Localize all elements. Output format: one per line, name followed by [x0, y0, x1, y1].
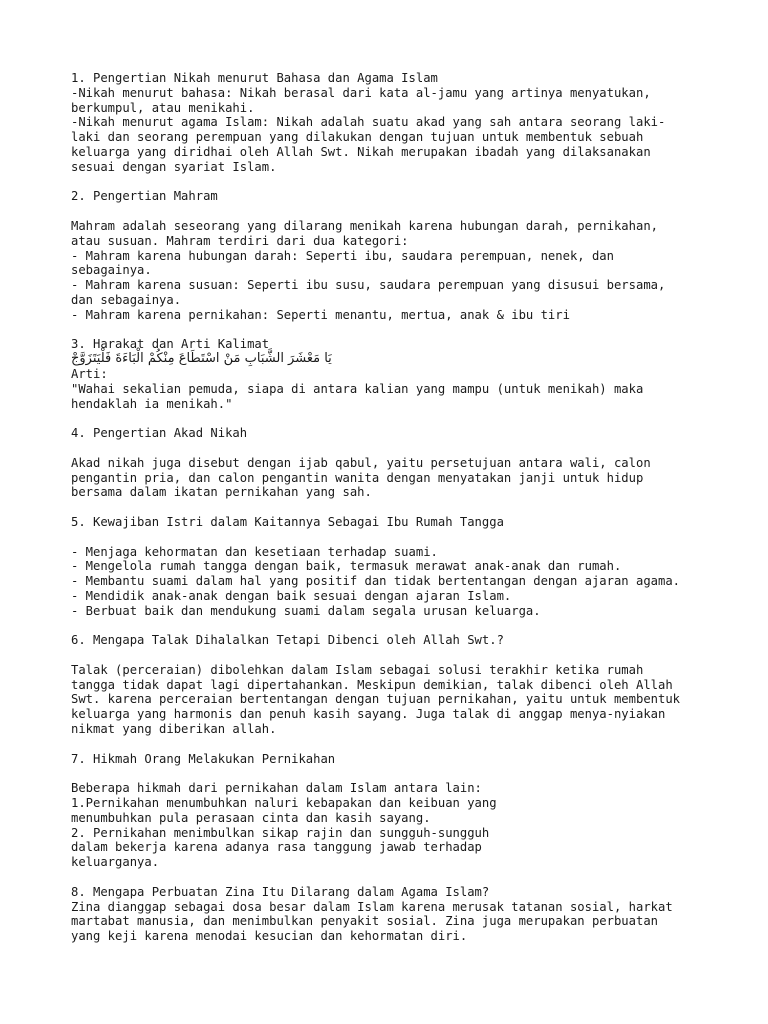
- text-line: menumbuhkan pula perasaan cinta dan kasih sayang.: [71, 810, 431, 825]
- blank-line: [71, 766, 731, 781]
- text-line: يَا مَعْشَرَ الشَّبَابِ مَنْ اسْتَطَاعَ مِنْكُمْ الْبَاءَةَ فَلْيَتَزَوَّجْ: [71, 351, 332, 367]
- text-line: Beberapa hikmah dari pernikahan dalam Islam antara lain:: [71, 781, 482, 796]
- text-line: 8. Mengapa Perbuatan Zina Itu Dilarang dalam Agama Islam?: [71, 884, 490, 899]
- text-line: Arti:: [71, 366, 108, 381]
- blank-line: [71, 618, 731, 633]
- text-line: dalam bekerja karena adanya rasa tanggung jawab terhadap: [71, 840, 482, 855]
- text-line: atau susuan. Mahram terdiri dari dua kategori:: [71, 233, 409, 248]
- text-line: 3. Harakat dan Arti Kalimat: [71, 337, 270, 352]
- text-line: 1.Pernikahan menumbuhkan naluri kebapakan dan keibuan yang: [71, 796, 497, 811]
- text-line: bersama dalam ikatan pernikahan yang sah.: [71, 485, 372, 500]
- text-line: dan sebagainya.: [71, 292, 182, 307]
- text-line: - Membantu suami dalam hal yang positif dan tidak bertentangan dengan ajaran agama.: [71, 574, 681, 589]
- text-line: keluarga yang harmonis dan penuh kasih sayang. Juga talak di anggap menya-nyiakan: [71, 707, 666, 722]
- text-line: - Berbuat baik dan mendukung suami dalam segala urusan keluarga.: [71, 603, 541, 618]
- text-line: - Mahram karena susuan: Seperti ibu susu, saudara perempuan yang disusui bersama,: [71, 278, 666, 293]
- text-line: nikmat yang diberikan allah.: [71, 722, 277, 737]
- text-line: berkumpul, atau menikahi.: [71, 100, 255, 115]
- text-line: pengantin pria, dan calon pengantin wanita dengan menyatakan janji untuk hidup: [71, 470, 644, 485]
- text-line: -Nikah menurut agama Islam: Nikah adalah suatu akad yang sah antara seorang laki-: [71, 115, 666, 130]
- text-line: keluarganya.: [71, 855, 160, 870]
- text-line: - Mengelola rumah tangga dengan baik, termasuk merawat anak-anak dan rumah.: [71, 559, 622, 574]
- text-line: laki dan seorang perempuan yang dilakukan dengan tujuan untuk membentuk sebuah: [71, 130, 644, 145]
- text-line: martabat manusia, dan menimbulkan penyakit sosial. Zina juga merupakan perbuatan: [71, 914, 658, 929]
- text-line: tangga tidak dapat lagi dipertahankan. Meskipun demikian, talak dibenci oleh Allah: [71, 677, 673, 692]
- blank-line: [71, 411, 731, 426]
- blank-line: [71, 737, 731, 752]
- text-line: 6. Mengapa Talak Dihalalkan Tetapi Dibenci oleh Allah Swt.?: [71, 633, 504, 648]
- text-line: yang keji karena menodai kesucian dan kehormatan diri.: [71, 929, 468, 944]
- text-line: 4. Pengertian Akad Nikah: [71, 426, 248, 441]
- text-line: - Mahram karena pernikahan: Seperti menantu, mertua, anak & ibu tiri: [71, 307, 570, 322]
- text-line: Zina dianggap sebagai dosa besar dalam Islam karena merusak tatanan sosial, harkat: [71, 899, 673, 914]
- blank-line: [71, 175, 731, 190]
- text-line: - Mendidik anak-anak dengan baik sesuai dengan ajaran Islam.: [71, 588, 512, 603]
- text-line: - Menjaga kehormatan dan kesetiaan terhadap suami.: [71, 544, 438, 559]
- text-line: 1. Pengertian Nikah menurut Bahasa dan Agama Islam: [71, 71, 438, 85]
- blank-line: [71, 441, 731, 456]
- blank-line: [71, 323, 731, 338]
- text-line: Mahram adalah seseorang yang dilarang menikah karena hubungan darah, pernikahan,: [71, 218, 658, 233]
- blank-line: [71, 500, 731, 515]
- blank-line: [71, 648, 731, 663]
- text-line: keluarga yang diridhai oleh Allah Swt. Nikah merupakan ibadah yang dilaksanakan: [71, 144, 651, 159]
- text-line: sesuai dengan syariat Islam.: [71, 159, 277, 174]
- text-line: 5. Kewajiban Istri dalam Kaitannya Sebagai Ibu Rumah Tangga: [71, 514, 504, 529]
- blank-line: [71, 204, 731, 219]
- text-line: "Wahai sekalian pemuda, siapa di antara kalian yang mampu (untuk menikah) maka: [71, 381, 644, 396]
- text-line: Talak (perceraian) dibolehkan dalam Islam sebagai solusi terakhir ketika rumah: [71, 662, 644, 677]
- text-line: Swt. karena perceraian bertentangan dengan tujuan pernikahan, yaitu untuk membentuk: [71, 692, 681, 707]
- text-line: - Mahram karena hubungan darah: Seperti ibu, saudara perempuan, nenek, dan: [71, 248, 614, 263]
- document-page: [71, 71, 731, 944]
- text-line: 2. Pengertian Mahram: [71, 189, 218, 204]
- text-line: hendaklah ia menikah.": [71, 396, 233, 411]
- text-line: 2. Pernikahan menimbulkan sikap rajin dan sungguh-sungguh: [71, 825, 490, 840]
- blank-line: [71, 870, 731, 885]
- text-line: sebagainya.: [71, 263, 152, 278]
- blank-line: [71, 530, 731, 545]
- text-line: Akad nikah juga disebut dengan ijab qabul, yaitu persetujuan antara wali, calon: [71, 455, 651, 470]
- text-line: 7. Hikmah Orang Melakukan Pernikahan: [71, 751, 336, 766]
- text-line: -Nikah menurut bahasa: Nikah berasal dari kata al-jamu yang artinya menyatukan,: [71, 85, 651, 100]
